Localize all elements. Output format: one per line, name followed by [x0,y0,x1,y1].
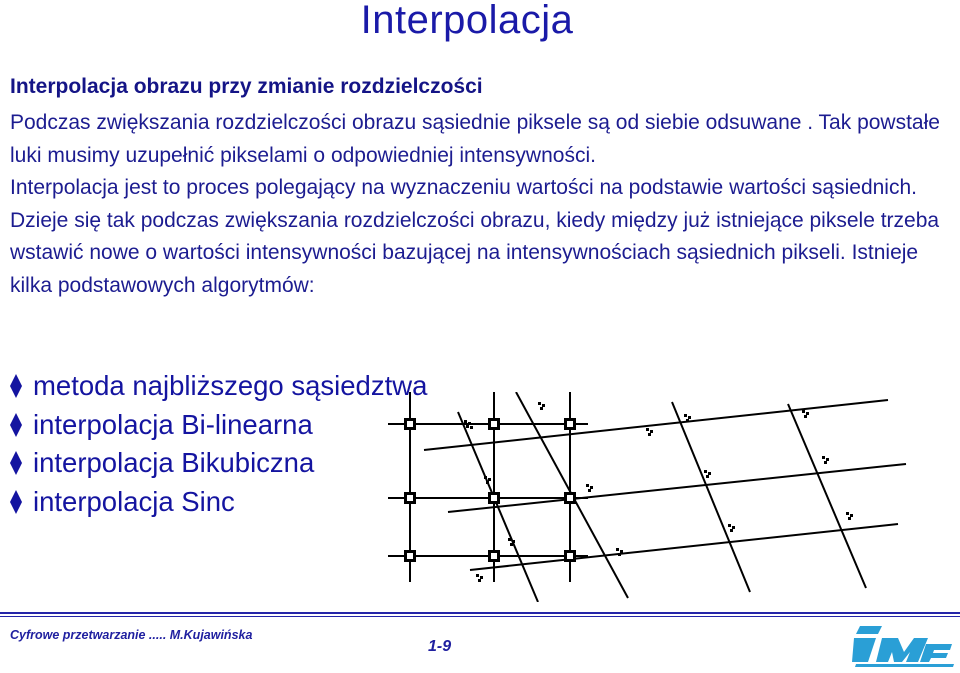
list-item-label: interpolacja Sinc [33,485,235,517]
list-item-label: interpolacja Bikubiczna [33,447,315,479]
section-heading: Interpolacja obrazu przy zmianie rozdzielczości [10,75,483,98]
diamond-bullet-icon [10,490,22,514]
pixel-grid-transform-diagram [388,392,916,602]
body-text [10,107,955,303]
paragraph-2: Interpolacja jest to proces polegający na wyznaczeniu wartości na podstawie wartości sąsiednich. Dzieje się tak podczas zwiększania rozdzielczości obrazu, kiedy między już istniejące piksele trzeba wstawić nowe o wartości intensywności bazującej na intensywnościach sąsiednich pikseli. Istnieje kilka podstawowych algorytmów: [10,176,940,297]
footer-course-author: Cyfrowe przetwarzanie ..... M.Kujawińska [10,628,253,642]
diamond-bullet-icon [10,374,22,398]
list-item [10,444,427,483]
paragraph-1: Podczas zwiększania rozdzielczości obrazu sąsiednie piksele są od siebie odsuwane . Tak powstałe luki musimy uzupełnić pikselami o odpowiedniej intensywności. [10,111,940,167]
list-item [10,367,427,406]
footer-divider-thin [0,616,960,617]
algorithm-list [10,367,427,521]
list-item [10,406,427,445]
list-item [10,483,427,522]
page-title: Interpolacja [360,0,574,42]
list-item-label: metoda najbliższego sąsiedztwa [33,370,428,402]
diamond-bullet-icon [10,451,22,475]
page-number: 1-9 [428,638,452,655]
footer-divider [0,612,960,614]
list-item-label: interpolacja Bi-linearna [33,408,313,440]
institute-logo [852,622,956,668]
diamond-bullet-icon [10,413,22,437]
